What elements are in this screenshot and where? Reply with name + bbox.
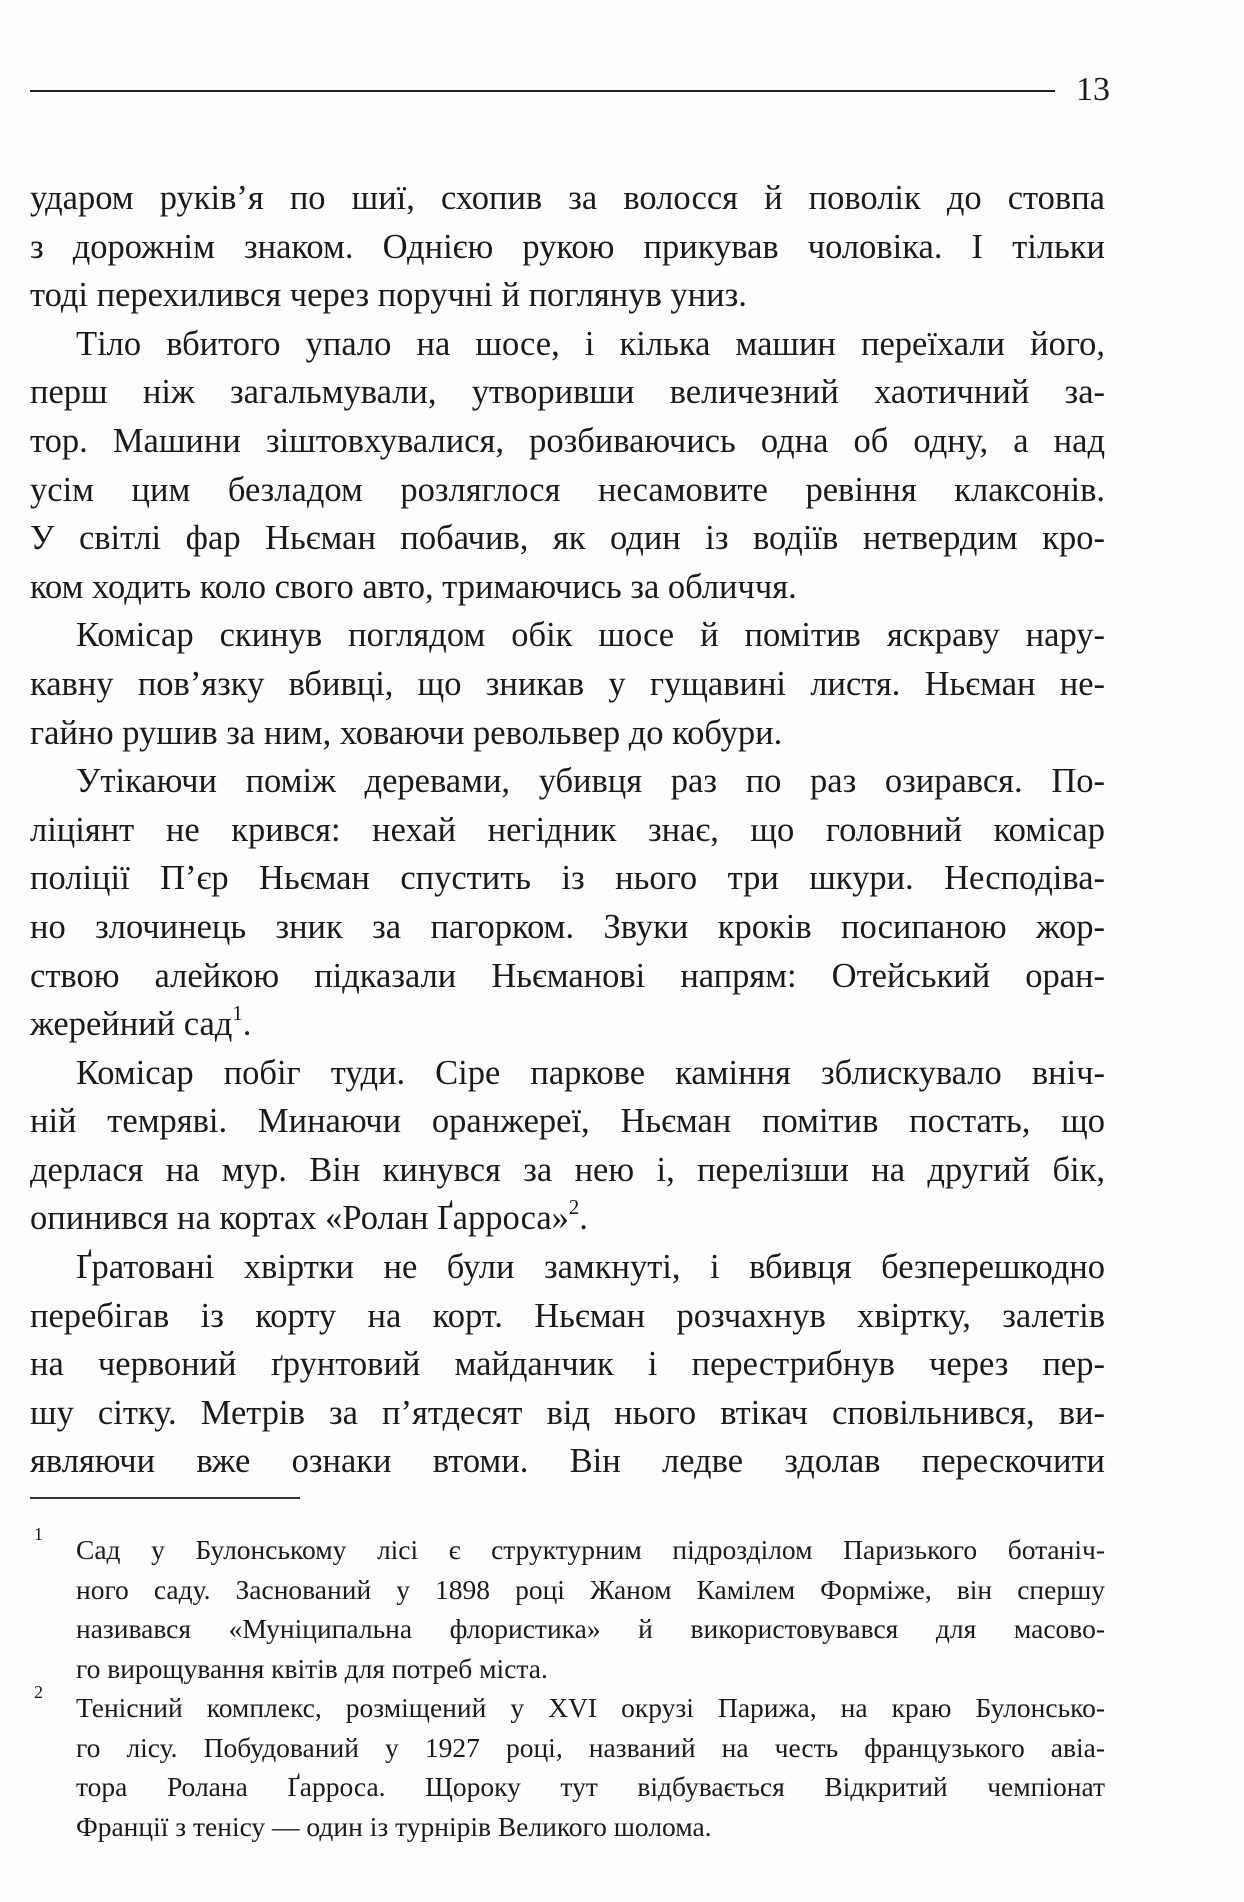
text-line [30, 709, 1105, 758]
body-text [30, 174, 1105, 1486]
text-line [30, 854, 1105, 903]
paragraph [30, 320, 1105, 612]
footnote-line: Тенісний комплекс, розміщений у XVI окрузі Парижа, на краю Булонсько- [76, 1692, 1105, 1723]
text-line [30, 174, 1105, 223]
page-number: 13 [1076, 71, 1110, 108]
line-text: У світлі фар Ньєман побачив, як один із водіїв нетвердим кро- [30, 519, 1105, 558]
line-text: но злочинець зник за пагорком. Звуки кроків посипаною жор- [30, 907, 1105, 946]
text-line [30, 1000, 1105, 1049]
line-text: з дорожнім знаком. Однією рукою прикував чоловіка. І тільки [30, 227, 1105, 266]
line-tail: . [242, 1005, 252, 1044]
text-line [30, 368, 1105, 417]
line-text: Ґратовані хвіртки не були замкнуті, і вбивця безперешкодно [76, 1248, 1105, 1287]
footnote-1 [30, 1524, 1105, 1688]
paragraph [30, 1049, 1105, 1243]
text-line [30, 903, 1105, 952]
text-line [30, 223, 1105, 272]
line-text: Тіло вбитого упало на шосе, і кілька машин переїхали його, [76, 324, 1105, 363]
footnote-marker: 1 [34, 1524, 43, 1544]
text-line [30, 1389, 1105, 1438]
footnote-line: го лісу. Побудований у 1927 році, названий на честь французького авіа- [76, 1731, 1105, 1763]
text-line [30, 271, 1105, 320]
footnote-line: Сад у Булонському лісі є структурним підрозділом Паризького ботаніч- [76, 1534, 1105, 1565]
text-line [30, 1097, 1105, 1146]
line-text: перебігав із корту на корт. Ньєман розчахнув хвіртку, залетів [30, 1296, 1105, 1335]
text-line [30, 514, 1105, 563]
footnote-line: Франції з тенісу — один із турнірів Великого шолома. [76, 1810, 712, 1842]
text-line [30, 806, 1105, 855]
line-text: тоді перехилився через поручні й поглянув униз. [30, 276, 747, 315]
line-text: кавну пов’язку вбивці, що зникав у гущавині листя. Ньєман не- [30, 664, 1105, 703]
line-text: ліціянт не крився: нехай негідник знає, що головний комісар [30, 810, 1105, 849]
line-text: опинився на кортах «Ролан Ґарроса» [30, 1199, 569, 1238]
line-text: жерейний сад [30, 1005, 233, 1044]
line-tail: . [579, 1199, 588, 1238]
text-line [30, 1292, 1105, 1341]
text-line [30, 1437, 1105, 1486]
line-text: Утікаючи поміж деревами, убивця раз по раз озирався. По- [76, 762, 1105, 801]
line-text: на червоний ґрунтовий майданчик і перестрибнув через пер- [30, 1345, 1105, 1384]
line-text: тор. Машини зіштовхувалися, розбиваючись одна об одну, а над [30, 421, 1105, 460]
text-line [30, 466, 1105, 515]
line-text: ній темряві. Минаючи оранжереї, Ньєман помітив постать, що [30, 1102, 1105, 1141]
text-line [30, 1194, 1105, 1243]
header-rule [30, 90, 1055, 92]
footnote-line: го вирощування квітів для потреб міста. [76, 1652, 548, 1684]
line-text: дерлася на мур. Він кинувся за нею і, перелізши на другий бік, [30, 1150, 1105, 1189]
text-line [30, 1340, 1105, 1389]
footnote-reference[interactable]: 1 [232, 1002, 243, 1025]
footnote-line: тора Ролана Ґарроса. Щороку тут відбувається Відкритий чемпіонат [76, 1771, 1105, 1802]
text-line [30, 757, 1105, 806]
paragraph [30, 611, 1105, 757]
line-text: ком ходить коло свого авто, тримаючись за обличчя. [30, 567, 797, 606]
line-text: перш ніж загальмували, утворивши величезний хаотичний за- [30, 373, 1105, 412]
line-text: шу сітку. Метрів за п’ятдесят від нього втікач сповільнився, ви- [30, 1393, 1105, 1432]
footnote-line: ного саду. Заснований у 1898 році Жаном Камілем Форміже, він спершу [76, 1573, 1105, 1605]
paragraph [30, 1243, 1105, 1486]
footnote-2 [30, 1682, 1105, 1846]
line-text: Комісар скинув поглядом обік шосе й помітив яскраву нару- [76, 616, 1105, 655]
text-line [30, 660, 1105, 709]
line-text: усім цим безладом розляглося несамовите ревіння клаксонів. [30, 470, 1105, 509]
text-line [30, 611, 1105, 660]
running-header [30, 72, 1110, 112]
text-line [30, 1146, 1105, 1195]
text-line [30, 1243, 1105, 1292]
line-text: ствою алейкою підказали Ньєманові напрям: Отейський оран- [30, 956, 1105, 995]
footnotes [30, 1524, 1105, 1846]
line-text: являючи вже ознаки втоми. Він ледве здолав перескочити [30, 1442, 1105, 1481]
line-text: гайно рушив за ним, ховаючи револьвер до кобури. [30, 713, 783, 752]
text-line [30, 952, 1105, 1001]
line-text: Комісар побіг туди. Сіре паркове каміння зблискувало вніч- [76, 1053, 1105, 1092]
text-line [30, 563, 1105, 612]
text-line [30, 417, 1105, 466]
footnote-reference[interactable]: 2 [568, 1196, 580, 1219]
footnote-rule [30, 1497, 300, 1499]
text-line [30, 1049, 1105, 1098]
line-text: поліції П’єр Ньєман спустить із нього три шкури. Несподіва- [30, 859, 1105, 898]
footnote-line: називався «Муніципальна флористика» й використовувався для масово- [76, 1613, 1105, 1644]
footnote-marker: 2 [34, 1682, 43, 1702]
text-line [30, 320, 1105, 369]
paragraph [30, 174, 1105, 320]
paragraph [30, 757, 1105, 1049]
line-text: ударом руків’я по шиї, схопив за волосся й поволік до стовпа [30, 179, 1105, 217]
